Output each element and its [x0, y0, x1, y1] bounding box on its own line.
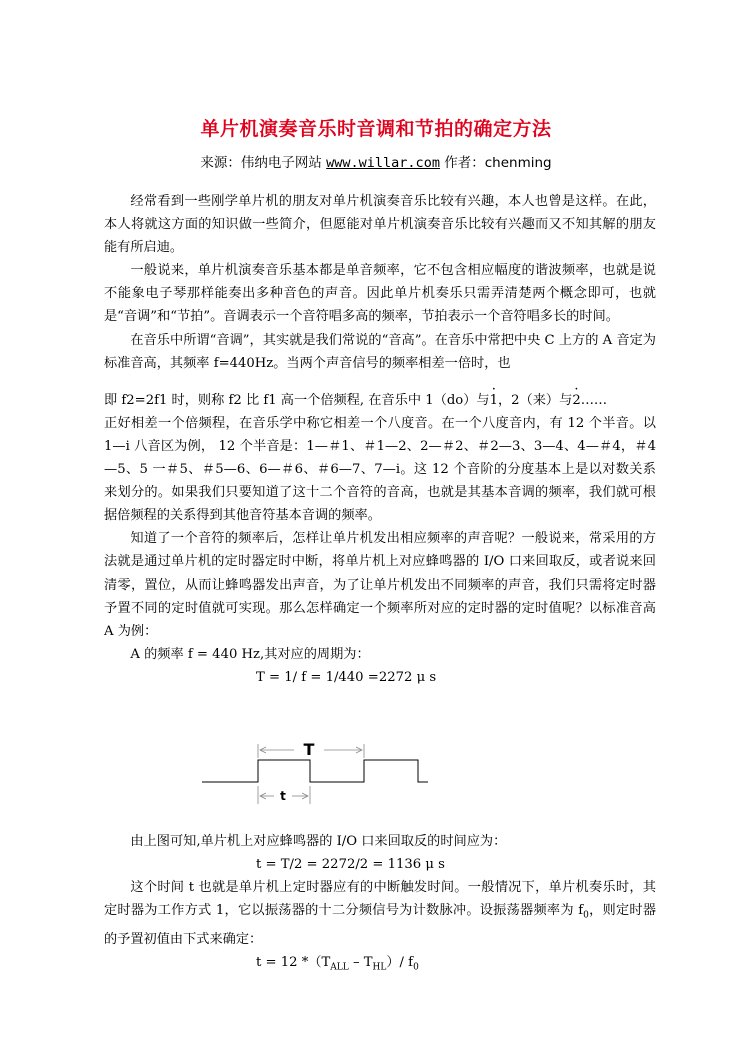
paragraph-timer: 知道了一个音符的频率后，怎样让单片机发出相应频率的声音呢？一般说来，常采用的方法就是通过单片机的定时器定时中断，将单片机上对应蜂鸣器的 I/O 口来回取反，或者说来回清零，置位，从而让蜂鸣器发出声音，为了让单片机发出不同频率的声音，我们只需将定时器予置不同的定时值就可实现。那么怎样确定一个频率所对应的定时器的定时值呢？以标准音高 A 为例： — [104, 531, 656, 639]
formula-timer-value: t = 12 $*(T_{ALL} - T_{HL})/$ $f_0$ — [256, 955, 419, 973]
source-site-link[interactable]: www.willar.com — [326, 155, 440, 171]
paragraph-frequency-a: A 的频率 f = 440 Hz,其对应的周期为： — [130, 646, 370, 662]
paragraph-semitones: 正好相差一个倍频程，在音乐学中称它相差一个八度音。在一个八度音内，有 12 个半音。以 1—i 八音区为例， 12 个半音是：1—＃1、＃1—2、2—＃2、＃2—3、3—4、4—＃4，＃4—5、5 一＃5、＃5—6、6—＃6、＃6—7、7—i。这 12 个音阶的分度基本上是以对数关系来划分的。如果我们只要知道了这十二个音符的音高，也就是其基本音调的频率，我们就可根据倍频程的关系得到其他音符基本音调的频率。 — [104, 415, 656, 524]
source-line — [0, 151, 752, 171]
document-title: 单片机演奏音乐时音调和节拍的确定方法 — [200, 118, 552, 140]
source-author: 作者：chenming — [444, 155, 552, 171]
half-period-label-t: t — [280, 789, 286, 803]
paragraph-octave-line: 即 f2=2f1 时，则称 f2 比 f1 高一个倍频程, 在音乐中 1（do）与· 1，2（来）与· 2…… — [104, 389, 656, 412]
paragraph-intro: 经常看到一些刚学单片机的朋友对单片机演奏音乐比较有兴趣，本人也曾是这样。在此，本人将就这方面的知识做一些简介，但愿能对单片机演奏音乐比较有兴趣而又不知其解的朋友能有所启迪。 — [104, 194, 656, 256]
high-re-note: · 2 — [572, 389, 580, 412]
formula-period: T = 1/ f = 1/440 =2272 μ s — [256, 669, 437, 685]
article-body — [104, 190, 656, 689]
square-wave-diagram — [196, 738, 436, 810]
source-prefix: 来源：伟纳电子网站 — [200, 155, 322, 171]
period-label-T: T — [303, 740, 315, 759]
square-wave-signal — [202, 760, 428, 782]
high-do-note: · 1 — [490, 389, 498, 412]
paragraph-interrupt: 这个时间 t 也就是单片机上定时器应有的中断触发时间。一般情况下，单片机奏乐时，其定时器为工作方式 1，它以振荡器的十二分频信号为计数脉冲。设振荡器频率为 $f_0$，则定时器的予置初值由下式来确定： — [104, 880, 657, 948]
paragraph-from-figure: 由上图可知,单片机上对应蜂鸣器的 I/O 口来回取反的时间应为： — [130, 834, 507, 849]
article-body-continued — [104, 830, 656, 980]
paragraph-concepts: 一般说来，单片机演奏音乐基本都是单音频率，它不包含相应幅度的谐波频率，也就是说不能象电子琴那样能奏出多种音色的声音。因此单片机奏乐只需弄清楚两个概念即可，也就是“音调”和“节拍”。音调表示一个音符唱多高的频率，节拍表示一个音符唱多长的时间。 — [104, 263, 656, 325]
formula-half-period: t = T/2 = 2272/2 = 1136 μ s — [256, 857, 445, 873]
paragraph-pitch: 在音乐中所谓“音调”，其实就是我们常说的“音高”。在音乐中常把中央 C 上方的 A 音定为标准音高，其频率 f=440Hz。当两个声音信号的频率相差一倍时，也 — [104, 332, 656, 371]
